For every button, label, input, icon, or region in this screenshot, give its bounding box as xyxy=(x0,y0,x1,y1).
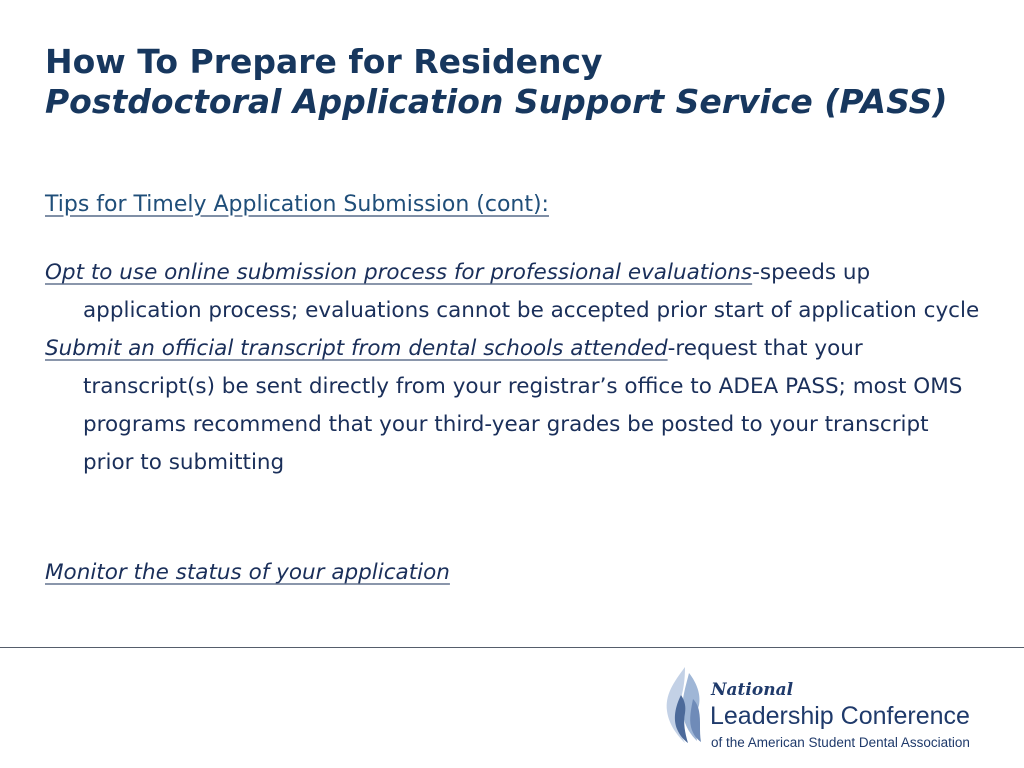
slide-title: How To Prepare for Residency xyxy=(45,42,603,81)
logo-conference-name: Leadership Conference xyxy=(710,702,970,730)
title-block xyxy=(45,42,995,122)
bullet-text: -request that your transcript(s) be sent directly from your registrar’s office to ADEA PASS; most OMS programs recommend that your third-year grades be posted to your transcript prior to submitting xyxy=(83,336,963,475)
bullet-item-evaluations xyxy=(45,254,985,330)
bullet-list xyxy=(45,254,985,482)
closing-item: Monitor the status of your application xyxy=(45,560,450,585)
section-heading: Tips for Timely Application Submission (cont): xyxy=(45,192,549,217)
bullet-emphasis: Opt to use online submission process for professional evaluations xyxy=(45,260,753,285)
conference-logo xyxy=(655,665,1005,760)
bullet-emphasis: Submit an official transcript from dental schools attended xyxy=(45,336,668,361)
bullet-text: -speeds up application process; evaluations cannot be accepted prior start of application cycle xyxy=(83,260,980,323)
bullet-item-transcript xyxy=(45,330,985,482)
footer-divider xyxy=(0,647,1024,648)
flame-icon xyxy=(655,665,715,747)
logo-tagline: of the American Student Dental Association xyxy=(711,735,970,750)
slide-subtitle: Postdoctoral Application Support Service (PASS) xyxy=(45,82,948,121)
logo-national-text: National xyxy=(711,680,794,700)
